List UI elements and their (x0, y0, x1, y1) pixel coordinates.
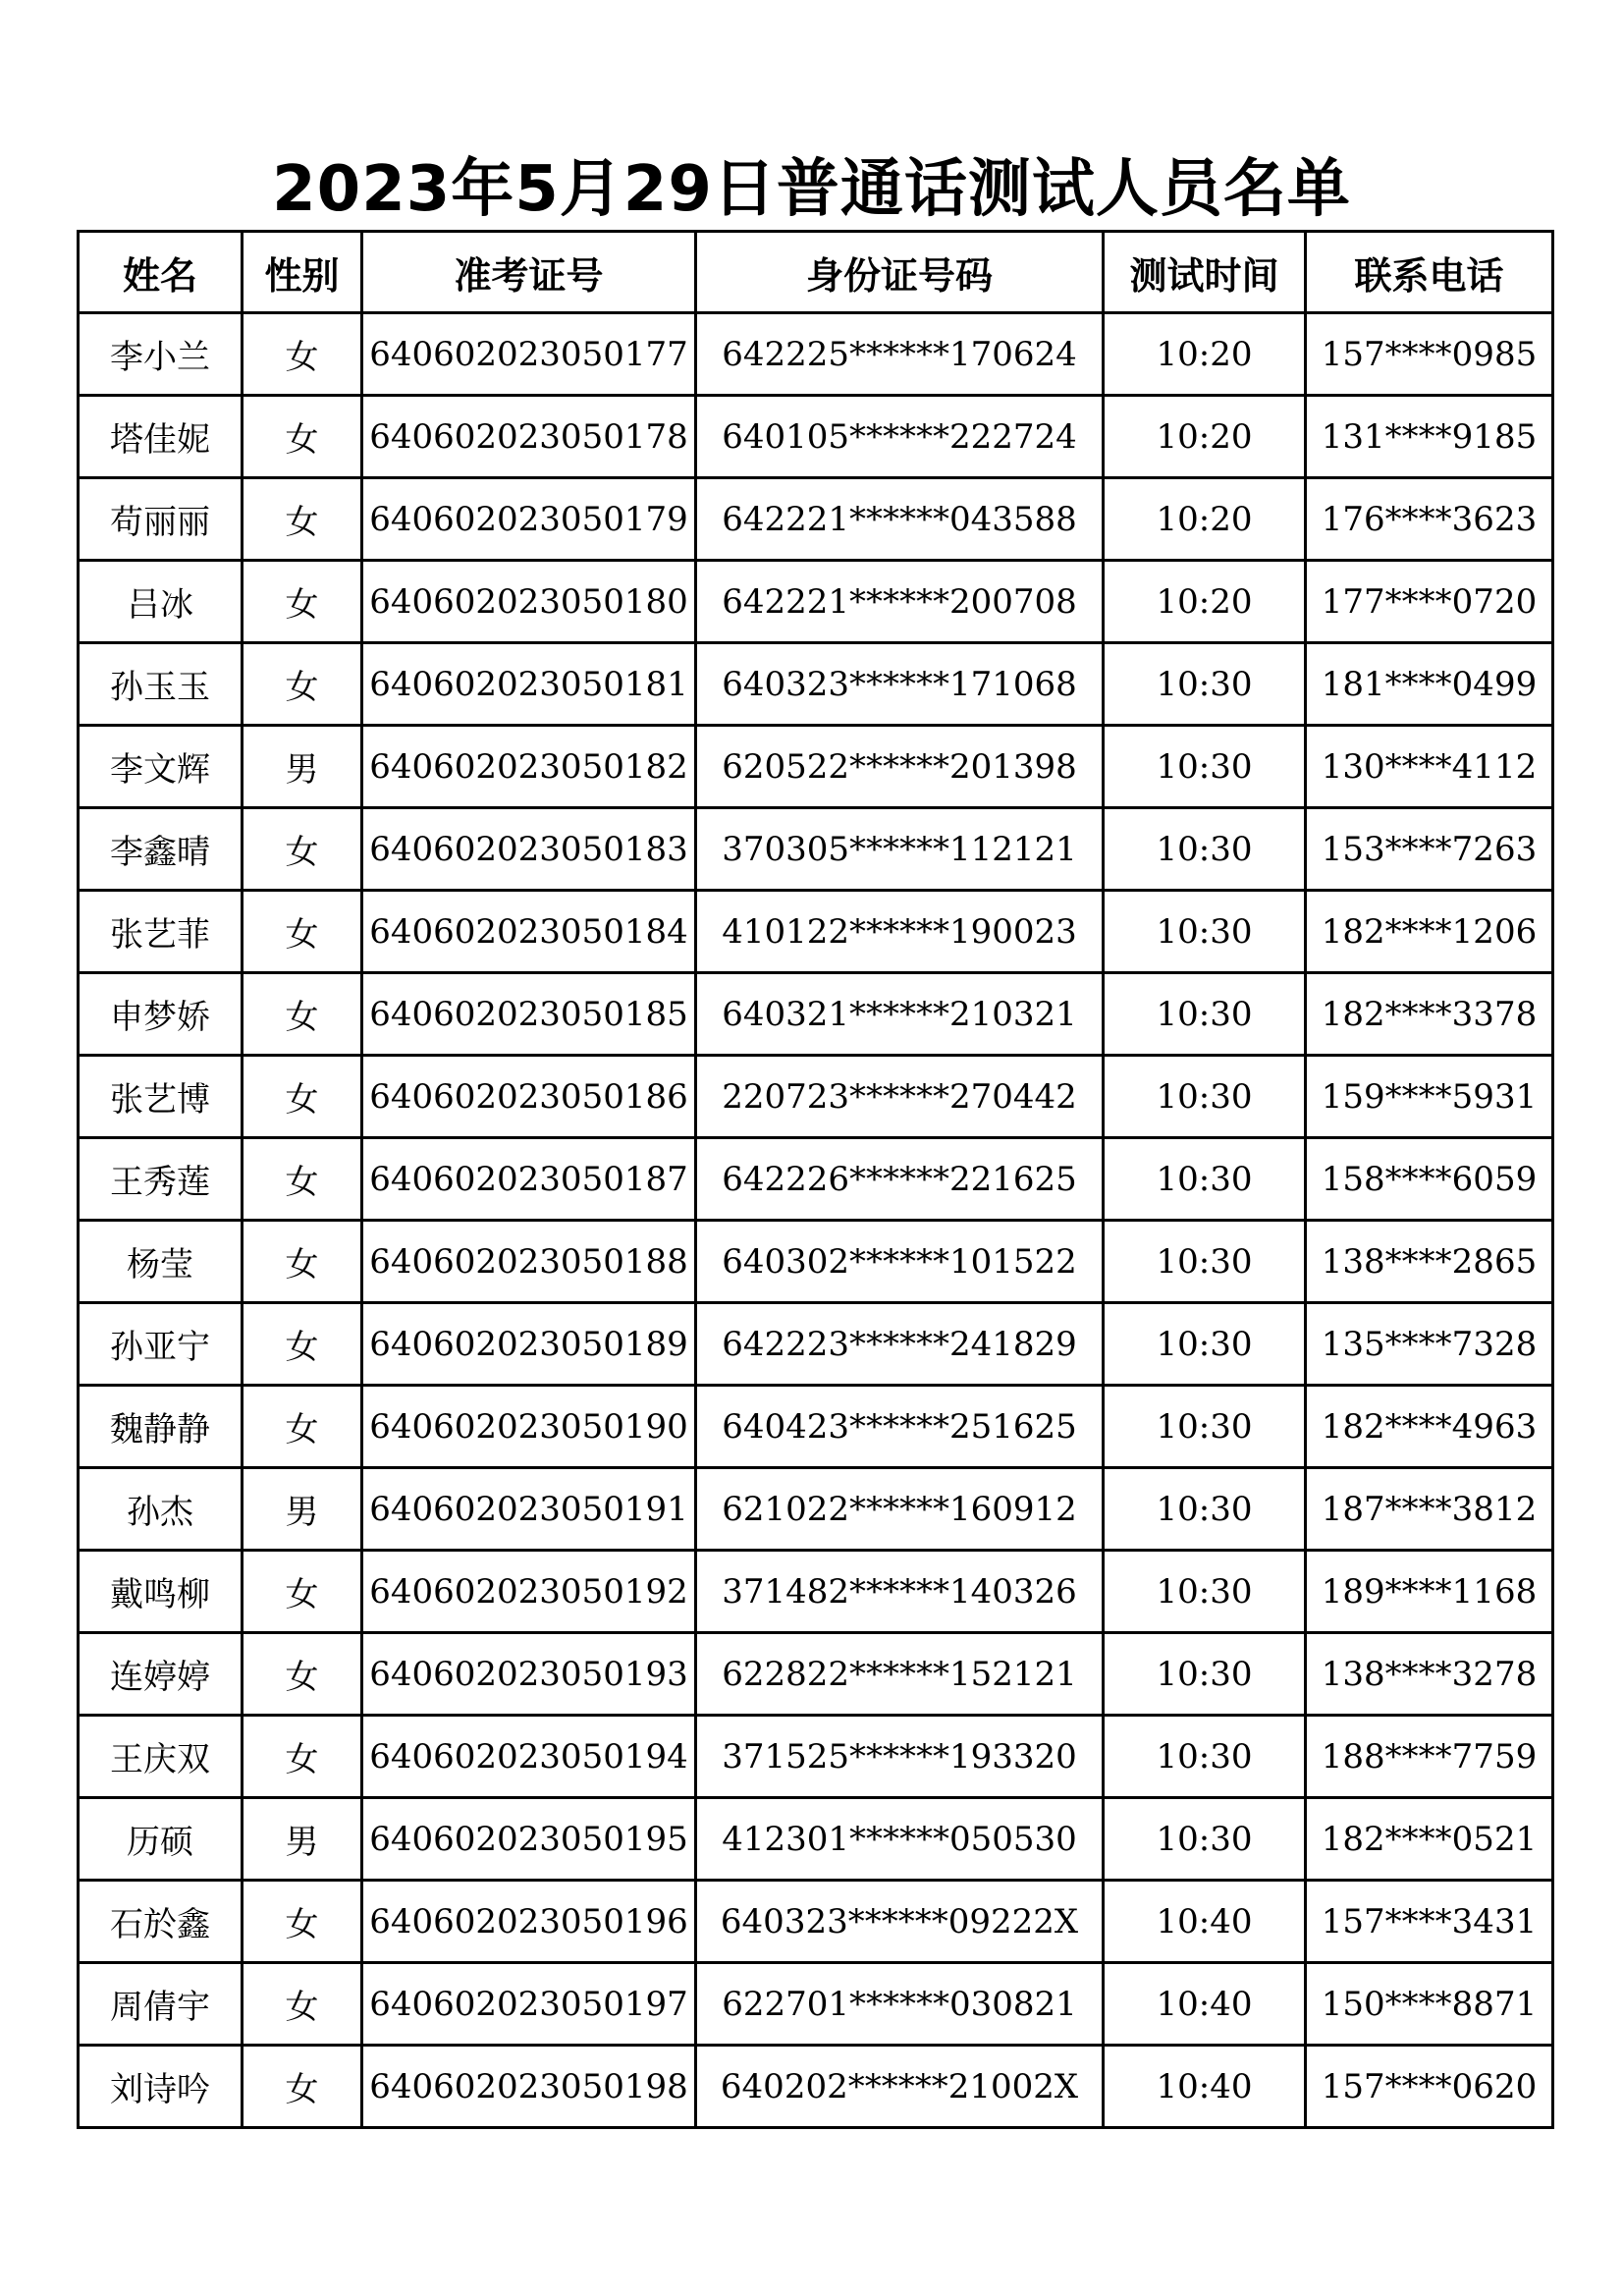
cell-id-number: 371525******193320 (696, 1716, 1104, 1798)
table-row (79, 1221, 1553, 1303)
cell-ticket-number: 640602023050180 (362, 561, 696, 643)
cell-ticket-number: 640602023050181 (362, 643, 696, 726)
cell-gender: 女 (243, 1056, 362, 1138)
cell-id-number: 640423******251625 (696, 1386, 1104, 1468)
cell-ticket-number: 640602023050196 (362, 1881, 696, 1963)
cell-id-number: 220723******270442 (696, 1056, 1104, 1138)
cell-name: 戴鸣柳 (79, 1551, 243, 1633)
cell-gender: 女 (243, 561, 362, 643)
table-row (79, 808, 1553, 891)
cell-name: 连婷婷 (79, 1633, 243, 1716)
cell-name: 李鑫晴 (79, 808, 243, 891)
cell-ticket-number: 640602023050177 (362, 313, 696, 396)
cell-name: 塔佳妮 (79, 396, 243, 478)
table-row (79, 1056, 1553, 1138)
cell-phone: 138****3278 (1306, 1633, 1553, 1716)
cell-test-time: 10:20 (1104, 396, 1306, 478)
cell-ticket-number: 640602023050195 (362, 1798, 696, 1881)
cell-ticket-number: 640602023050191 (362, 1468, 696, 1551)
cell-gender: 女 (243, 396, 362, 478)
header-gender: 性别 (243, 232, 362, 313)
cell-phone: 182****1206 (1306, 891, 1553, 973)
table-row (79, 478, 1553, 561)
cell-gender: 女 (243, 1881, 362, 1963)
table-row (79, 643, 1553, 726)
cell-phone: 182****3378 (1306, 973, 1553, 1056)
cell-ticket-number: 640602023050188 (362, 1221, 696, 1303)
table-row (79, 313, 1553, 396)
cell-ticket-number: 640602023050183 (362, 808, 696, 891)
cell-phone: 130****4112 (1306, 726, 1553, 808)
cell-id-number: 622701******030821 (696, 1963, 1104, 2046)
cell-test-time: 10:30 (1104, 1633, 1306, 1716)
table-row (79, 561, 1553, 643)
cell-id-number: 622822******152121 (696, 1633, 1104, 1716)
header-ticket-number: 准考证号 (362, 232, 696, 313)
table-row (79, 1138, 1553, 1221)
cell-ticket-number: 640602023050182 (362, 726, 696, 808)
cell-test-time: 10:30 (1104, 1551, 1306, 1633)
cell-ticket-number: 640602023050198 (362, 2046, 696, 2128)
cell-gender: 男 (243, 1798, 362, 1881)
cell-phone: 189****1168 (1306, 1551, 1553, 1633)
cell-name: 苟丽丽 (79, 478, 243, 561)
cell-id-number: 370305******112121 (696, 808, 1104, 891)
header-test-time: 测试时间 (1104, 232, 1306, 313)
cell-ticket-number: 640602023050178 (362, 396, 696, 478)
cell-phone: 159****5931 (1306, 1056, 1553, 1138)
cell-name: 刘诗吟 (79, 2046, 243, 2128)
cell-name: 石於鑫 (79, 1881, 243, 1963)
cell-gender: 女 (243, 1963, 362, 2046)
cell-ticket-number: 640602023050197 (362, 1963, 696, 2046)
cell-name: 孙玉玉 (79, 643, 243, 726)
cell-id-number: 642221******200708 (696, 561, 1104, 643)
cell-ticket-number: 640602023050179 (362, 478, 696, 561)
cell-test-time: 10:30 (1104, 1386, 1306, 1468)
cell-id-number: 621022******160912 (696, 1468, 1104, 1551)
cell-test-time: 10:30 (1104, 726, 1306, 808)
cell-id-number: 620522******201398 (696, 726, 1104, 808)
cell-gender: 女 (243, 2046, 362, 2128)
cell-id-number: 640323******09222X (696, 1881, 1104, 1963)
cell-test-time: 10:30 (1104, 1221, 1306, 1303)
cell-ticket-number: 640602023050193 (362, 1633, 696, 1716)
cell-gender: 女 (243, 1221, 362, 1303)
cell-name: 孙杰 (79, 1468, 243, 1551)
cell-phone: 188****7759 (1306, 1716, 1553, 1798)
cell-ticket-number: 640602023050184 (362, 891, 696, 973)
cell-phone: 182****0521 (1306, 1798, 1553, 1881)
roster-table (77, 230, 1554, 2129)
cell-test-time: 10:30 (1104, 1303, 1306, 1386)
cell-id-number: 640105******222724 (696, 396, 1104, 478)
table-body (79, 313, 1553, 2128)
cell-name: 张艺博 (79, 1056, 243, 1138)
cell-phone: 181****0499 (1306, 643, 1553, 726)
table-row (79, 1798, 1553, 1881)
cell-phone: 182****4963 (1306, 1386, 1553, 1468)
cell-ticket-number: 640602023050194 (362, 1716, 696, 1798)
cell-name: 王秀莲 (79, 1138, 243, 1221)
cell-phone: 177****0720 (1306, 561, 1553, 643)
cell-gender: 女 (243, 891, 362, 973)
cell-name: 周倩宇 (79, 1963, 243, 2046)
cell-name: 魏静静 (79, 1386, 243, 1468)
header-phone: 联系电话 (1306, 232, 1553, 313)
cell-id-number: 410122******190023 (696, 891, 1104, 973)
cell-id-number: 642226******221625 (696, 1138, 1104, 1221)
cell-test-time: 10:20 (1104, 561, 1306, 643)
cell-ticket-number: 640602023050189 (362, 1303, 696, 1386)
table-row (79, 1386, 1553, 1468)
cell-name: 李小兰 (79, 313, 243, 396)
cell-gender: 男 (243, 726, 362, 808)
cell-phone: 157****0985 (1306, 313, 1553, 396)
cell-test-time: 10:30 (1104, 1798, 1306, 1881)
cell-gender: 女 (243, 1716, 362, 1798)
cell-id-number: 640321******210321 (696, 973, 1104, 1056)
cell-test-time: 10:30 (1104, 1138, 1306, 1221)
cell-test-time: 10:30 (1104, 1056, 1306, 1138)
cell-test-time: 10:20 (1104, 478, 1306, 561)
cell-id-number: 412301******050530 (696, 1798, 1104, 1881)
cell-name: 吕冰 (79, 561, 243, 643)
cell-gender: 女 (243, 1551, 362, 1633)
table-header-row (79, 232, 1553, 313)
cell-gender: 女 (243, 1138, 362, 1221)
cell-phone: 157****0620 (1306, 2046, 1553, 2128)
table-row (79, 973, 1553, 1056)
cell-gender: 女 (243, 478, 362, 561)
header-name: 姓名 (79, 232, 243, 313)
cell-id-number: 642223******241829 (696, 1303, 1104, 1386)
cell-phone: 150****8871 (1306, 1963, 1553, 2046)
table-row (79, 1963, 1553, 2046)
cell-test-time: 10:30 (1104, 643, 1306, 726)
table-row (79, 1633, 1553, 1716)
cell-test-time: 10:30 (1104, 891, 1306, 973)
cell-test-time: 10:30 (1104, 1716, 1306, 1798)
cell-name: 申梦娇 (79, 973, 243, 1056)
cell-gender: 女 (243, 808, 362, 891)
cell-phone: 135****7328 (1306, 1303, 1553, 1386)
cell-gender: 女 (243, 1303, 362, 1386)
cell-gender: 男 (243, 1468, 362, 1551)
cell-gender: 女 (243, 643, 362, 726)
table-row (79, 2046, 1553, 2128)
cell-name: 孙亚宁 (79, 1303, 243, 1386)
cell-ticket-number: 640602023050192 (362, 1551, 696, 1633)
cell-id-number: 640302******101522 (696, 1221, 1104, 1303)
cell-id-number: 642221******043588 (696, 478, 1104, 561)
cell-test-time: 10:40 (1104, 2046, 1306, 2128)
cell-phone: 187****3812 (1306, 1468, 1553, 1551)
cell-phone: 131****9185 (1306, 396, 1553, 478)
cell-gender: 女 (243, 1633, 362, 1716)
cell-name: 张艺菲 (79, 891, 243, 973)
cell-phone: 157****3431 (1306, 1881, 1553, 1963)
cell-test-time: 10:40 (1104, 1963, 1306, 2046)
cell-id-number: 371482******140326 (696, 1551, 1104, 1633)
cell-gender: 女 (243, 313, 362, 396)
cell-gender: 女 (243, 973, 362, 1056)
header-id-number: 身份证号码 (696, 232, 1104, 313)
cell-test-time: 10:30 (1104, 973, 1306, 1056)
cell-ticket-number: 640602023050185 (362, 973, 696, 1056)
table-row (79, 1468, 1553, 1551)
cell-test-time: 10:40 (1104, 1881, 1306, 1963)
cell-id-number: 642225******170624 (696, 313, 1104, 396)
page-title: 2023年5月29日普通话测试人员名单 (272, 153, 1351, 226)
table-row (79, 1551, 1553, 1633)
cell-ticket-number: 640602023050187 (362, 1138, 696, 1221)
cell-id-number: 640202******21002X (696, 2046, 1104, 2128)
cell-id-number: 640323******171068 (696, 643, 1104, 726)
cell-test-time: 10:30 (1104, 1468, 1306, 1551)
cell-gender: 女 (243, 1386, 362, 1468)
table-row (79, 726, 1553, 808)
cell-name: 李文辉 (79, 726, 243, 808)
cell-name: 杨莹 (79, 1221, 243, 1303)
cell-name: 王庆双 (79, 1716, 243, 1798)
table-row (79, 891, 1553, 973)
cell-ticket-number: 640602023050190 (362, 1386, 696, 1468)
cell-test-time: 10:20 (1104, 313, 1306, 396)
table-row (79, 1881, 1553, 1963)
cell-phone: 153****7263 (1306, 808, 1553, 891)
table-row (79, 396, 1553, 478)
cell-phone: 176****3623 (1306, 478, 1553, 561)
cell-phone: 158****6059 (1306, 1138, 1553, 1221)
cell-name: 历硕 (79, 1798, 243, 1881)
cell-test-time: 10:30 (1104, 808, 1306, 891)
cell-phone: 138****2865 (1306, 1221, 1553, 1303)
cell-ticket-number: 640602023050186 (362, 1056, 696, 1138)
table-row (79, 1716, 1553, 1798)
table-row (79, 1303, 1553, 1386)
